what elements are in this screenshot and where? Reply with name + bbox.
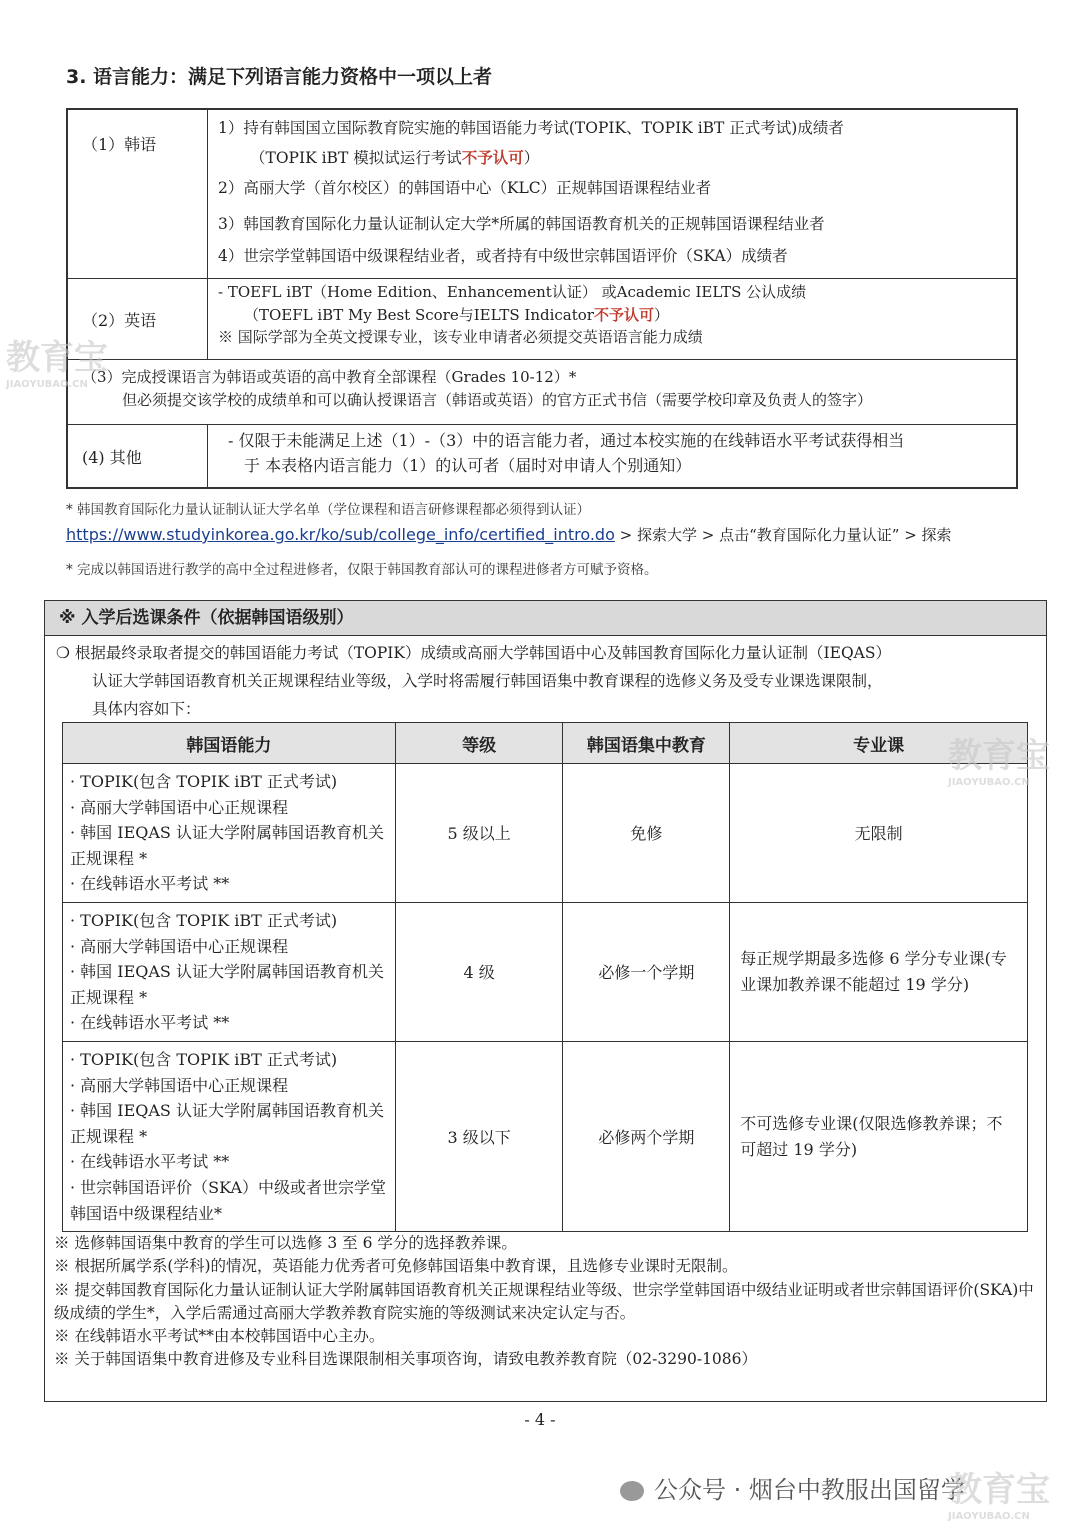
english-label: （2）英语 — [68, 279, 208, 359]
other-items — [208, 425, 1016, 487]
note-text: （TOPIK iBT 模拟试运行考试 — [250, 149, 462, 168]
highschool-line-1: （3）完成授课语言为韩语或英语的高中教育全部课程（Grades 10-12）* — [82, 368, 577, 386]
intro-line-1: ❍ 根据最终录取者提交的韩国语能力考试（TOPIK）成绩或高丽大学韩国语中心及韩国教育国际化力量认证制（IEQAS） — [56, 644, 891, 662]
list-item: · 在线韩语水平考试 ** — [70, 1010, 388, 1036]
highschool-line-2: 但必须提交该学校的成绩单和可以确认授课语言（韩语或英语）的官方正式书信（需要学校印章及负责人的签字） — [122, 390, 873, 409]
intro-line-2: 认证大学韩国语教育机关正规课程结业等级，入学时将需履行韩国语集中教育课程的选修义务及受专业课选课限制， — [92, 671, 883, 690]
intensive-cell: 免修 — [563, 764, 730, 903]
list-item: · 在线韩语水平考试 ** — [70, 1149, 388, 1175]
not-accepted-text: 不予认可 — [461, 148, 524, 168]
korean-item-3: 3）韩国教育国际化力量认证制认定大学*所属的韩国语教育机关的正规韩国语课程结业者 — [218, 215, 825, 234]
wechat-icon — [620, 1481, 644, 1501]
table-row — [63, 764, 1028, 903]
english-item-1: - TOEFL iBT（Home Edition、Enhancement认证） 或Academic IELTS 公认成绩 — [218, 283, 807, 301]
intro-line-3: 具体内容如下： — [92, 699, 201, 718]
list-item: · TOPIK(包含 TOPIK iBT 正式考试) — [70, 769, 388, 795]
watermark-logo — [948, 1462, 1050, 1522]
korean-item-4: 4）世宗学堂韩国语中级课程结业者，或者持有中级世宗韩国语评价（SKA）成绩者 — [218, 247, 788, 266]
not-accepted-text: 不予认可 — [593, 305, 654, 324]
certified-note: * 韩国教育国际化力量认证制认证大学名单（学位课程和语言研修课程都必须得到认证） — [66, 502, 591, 518]
english-row — [68, 279, 1016, 360]
list-item: · 韩国 IEQAS 认证大学附属韩国语教育机关正规课程 * — [70, 820, 388, 871]
note-item: ※ 在线韩语水平考试**由本校韩国语中心主办。 — [54, 1327, 385, 1345]
major-cell: 不可选修专业课(仅限选修教养课；不可超过 19 学分) — [730, 1041, 1028, 1231]
list-item: · 在线韩语水平考试 ** — [70, 871, 388, 897]
other-line-2: 于 本表格内语言能力（1）的认可者（届时对申请人个别通知） — [244, 455, 692, 475]
note-item: ※ 根据所属学系(学科)的情况，英语能力优秀者可免修韩国语集中教育课，且选修专业课时无限制。 — [54, 1257, 738, 1276]
note-text: （TOEFL iBT My Best Score与IELTS Indicator — [244, 305, 594, 324]
note-item: ※ 选修韩国语集中教育的学生可以选修 3 至 6 学分的选择教养课。 — [54, 1234, 517, 1252]
certified-list-link[interactable]: https://www.studyinkorea.go.kr/ko/sub/college_info/certified_intro.do — [66, 525, 615, 544]
note-item: ※ 提交韩国教育国际化力量认证制认证大学附属韩国语教育机关正规课程结业等级、世宗学堂韩国语中级结业证明或者世宗韩国语评价(SKA)中级成绩的学生*，入学后需通过高丽大学教养教育院实施的等级测试来决定认定与否。 — [54, 1280, 1034, 1322]
header-intensive: 韩国语集中教育 — [563, 723, 730, 764]
watermark-sub: JIAOYUBAO.CN — [6, 379, 88, 390]
list-item: · TOPIK(包含 TOPIK iBT 正式考试) — [70, 1047, 388, 1073]
table-header-row — [63, 723, 1028, 764]
intensive-cell: 必修一个学期 — [563, 902, 730, 1041]
korean-items — [208, 110, 1016, 278]
other-label: (4) 其他 — [68, 425, 208, 487]
watermark-sub: JIAOYUBAO.CN — [948, 1511, 1030, 1522]
section-title: 3. 语言能力：满足下列语言能力资格中一项以上者 — [66, 66, 493, 88]
footer-text: 公众号 · 烟台中教服出国留学 — [654, 1476, 965, 1504]
english-item-2 — [218, 304, 1006, 327]
certified-link-line — [66, 524, 952, 545]
list-item: · 高丽大学韩国语中心正规课程 — [70, 795, 388, 821]
other-row — [68, 425, 1016, 487]
watermark-logo — [948, 728, 1050, 788]
major-cell: 无限制 — [730, 764, 1028, 903]
footer-account — [620, 1470, 965, 1505]
ability-list — [64, 1043, 394, 1230]
header-major: 专业课 — [730, 723, 1028, 764]
list-item: · 高丽大学韩国语中心正规课程 — [70, 934, 388, 960]
language-requirements-table — [66, 108, 1018, 489]
header-ability: 韩国语能力 — [63, 723, 396, 764]
level-cell: 3 级以下 — [395, 1041, 563, 1231]
korean-item-2: 2）高丽大学（首尔校区）的韩国语中心（KLC）正规韩国语课程结业者 — [218, 179, 712, 198]
intensive-cell: 必修两个学期 — [563, 1041, 730, 1231]
major-cell: 每正规学期最多选修 6 学分专业课(专业课加教养课不能超过 19 学分) — [730, 902, 1028, 1041]
ability-cell — [63, 1041, 396, 1231]
link-path-text: > 探索大学 > 点击“教育国际化力量认证” > 探索 — [614, 526, 952, 544]
note-end: ） — [523, 149, 540, 168]
watermark-sub: JIAOYUBAO.CN — [948, 777, 1030, 788]
korean-item-1: 1）持有韩国国立国际教育院实施的韩国语能力考试(TOPIK、TOPIK iBT 正式考试)成绩者 — [218, 119, 844, 137]
note-item: ※ 关于韩国语集中教育进修及专业科目选课限制相关事项咨询，请致电教养教育院（02-3290-1086） — [54, 1350, 758, 1369]
korean-item-1-note — [218, 146, 1006, 170]
other-line-1: - 仅限于未能满足上述（1）-（3）中的语言能力者，通过本校实施的在线韩语水平考试获得相当 — [228, 431, 905, 450]
watermark-logo — [6, 330, 108, 390]
korean-label: （1）韩语 — [68, 110, 208, 278]
watermark-text: 教育宝 — [6, 338, 108, 378]
ability-cell — [63, 764, 396, 903]
list-item: · 韩国 IEQAS 认证大学附属韩国语教育机关正规课程 * — [70, 1098, 388, 1149]
list-item: · 高丽大学韩国语中心正规课程 — [70, 1073, 388, 1099]
table-row — [63, 902, 1028, 1041]
highschool-row — [68, 360, 1016, 425]
level-cell: 4 级 — [395, 902, 563, 1041]
ability-list — [64, 765, 394, 901]
table-row — [63, 1041, 1028, 1231]
grade-table — [62, 722, 1028, 1232]
level-cell: 5 级以上 — [395, 764, 563, 903]
list-item: · 韩国 IEQAS 认证大学附属韩国语教育机关正规课程 * — [70, 959, 388, 1010]
list-item: · 世宗韩国语评价（SKA）中级或者世宗学堂韩国语中级课程结业* — [70, 1175, 388, 1226]
english-item-3: ※ 国际学部为全英文授课专业，该专业申请者必须提交英语语言能力成绩 — [218, 328, 703, 346]
intro-text — [56, 640, 1031, 724]
ability-cell — [63, 902, 396, 1041]
list-item: · TOPIK(包含 TOPIK iBT 正式考试) — [70, 908, 388, 934]
notes-list — [54, 1232, 1034, 1372]
watermark-text: 教育宝 — [948, 736, 1050, 776]
page-number: - 4 - — [524, 1410, 556, 1429]
korean-row — [68, 110, 1016, 279]
note-end: ） — [653, 305, 669, 324]
highschool-note: * 完成以韩国语进行教学的高中全过程进修者，仅限于韩国教育部认可的课程进修者方可赋予资格。 — [66, 562, 658, 578]
header-level: 等级 — [395, 723, 563, 764]
ability-list — [64, 904, 394, 1040]
highschool-text — [68, 360, 886, 424]
watermark-text: 教育宝 — [948, 1470, 1050, 1510]
english-items — [208, 279, 1016, 359]
box-title: ※ 入学后选课条件（依据韩国语级别） — [45, 601, 1046, 636]
